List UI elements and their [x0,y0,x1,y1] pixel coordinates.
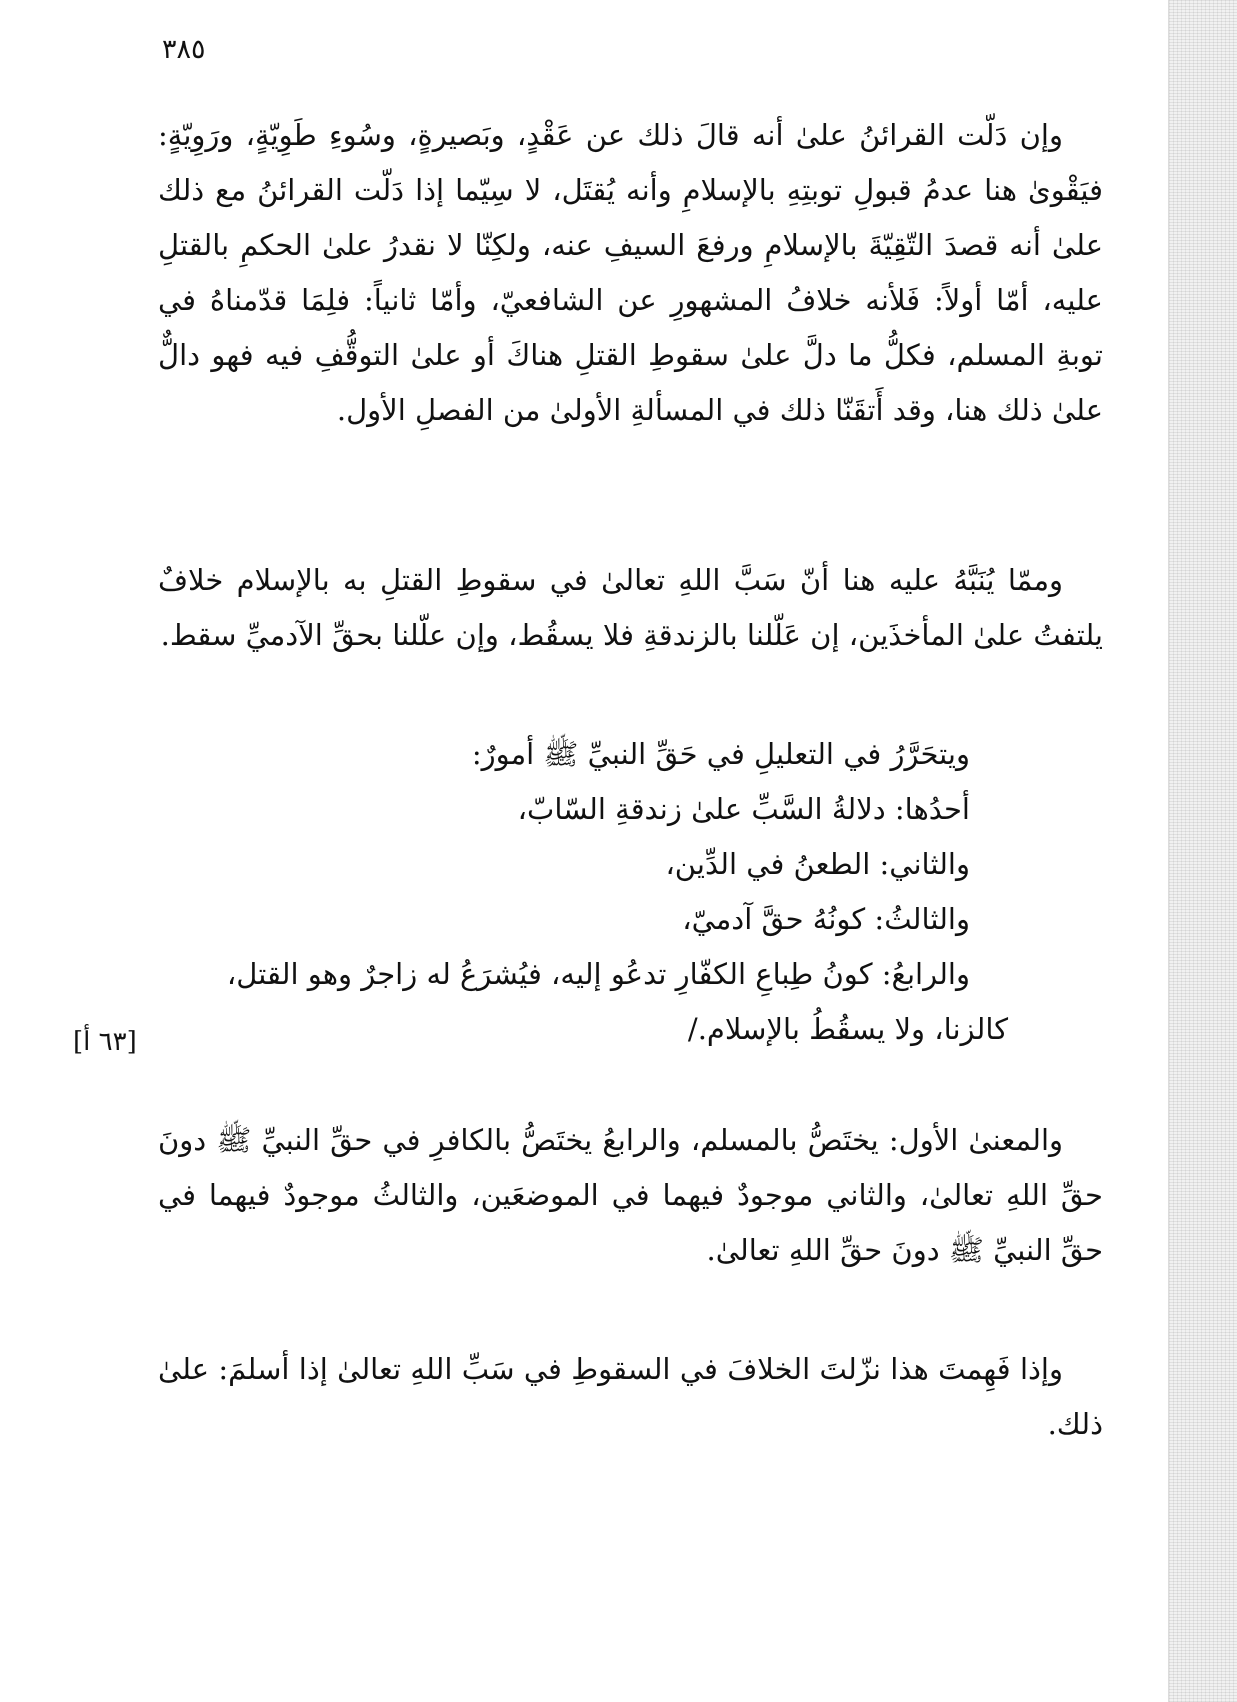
paragraph-2-text: وممّا يُنَبَّهُ عليه هنا أنّ سَبَّ اللهِ تعالىٰ في سقوطِ القتلِ به بالإسلام خلافٌ يلتفتُ علىٰ المأخذَين، إن عَلّلنا بالزندقةِ فلا يسقُط، وإن علّلنا بحقِّ الآدميِّ سقط. [158,563,1103,652]
list-intro: ويتحَرَّرُ في التعليلِ في حَقِّ النبيِّ ﷺ أمورٌ: [471,737,970,771]
list-item-1: أحدُها: دلالةُ السَّبِّ علىٰ زندقةِ السّابّ، [517,792,970,826]
page-number: ٣٨٥ [162,34,206,65]
list-item-2: والثاني: الطعنُ في الدِّين، [665,847,970,881]
list-item-4: والرابعُ: كونُ طِباعِ الكفّارِ تدعُو إليه، فيُشرَعُ له زاجرٌ وهو القتل، كالزنا، ولا يسقُطُ بالإسلام./ [226,957,1008,1046]
reasons-list [158,727,1048,1057]
scan-edge-shading [1168,0,1237,1702]
paragraph-4-text: وإذا فَهِمتَ هذا نزّلتَ الخلافَ في السقوطِ في سَبِّ اللهِ تعالىٰ إذا أسلمَ: علىٰ ذلك. [158,1352,1103,1441]
list-item-3: والثالثُ: كونُهُ حقَّ آدميّ، [682,902,970,936]
paragraph-3 [158,1113,1103,1278]
paragraph-1 [158,108,1103,438]
paragraph-4 [158,1342,1103,1452]
paragraph-3-text: والمعنىٰ الأول: يختَصُّ بالمسلم، والرابعُ يختَصُّ بالكافرِ في حقِّ النبيِّ ﷺ دونَ حقِّ اللهِ تعالىٰ، والثاني موجودٌ فيهما في الموضعَين، والثالثُ موجودٌ فيهما في حقِّ النبيِّ ﷺ دونَ حقِّ اللهِ تعالىٰ. [158,1123,1103,1267]
paragraph-2 [158,553,1103,663]
manuscript-folio-note: [٦٣ أ] [73,1027,137,1057]
paragraph-1-text: وإن دَلّت القرائنُ علىٰ أنه قالَ ذلك عن عَقْدٍ، وبَصيرةٍ، وسُوءِ طَوِيّةٍ، ورَوِيّةٍ: فيَقْوىٰ هنا عدمُ قبولِ توبتِهِ بالإسلامِ وأنه يُقتَل، لا سِيّما إذا دَلّت القرائنُ مع ذلك علىٰ أنه قصدَ التّقِيّةَ بالإسلامِ ورفعَ السيفِ عنه، ولكِنّا لا نقدرُ علىٰ الحكمِ بالقتلِ عليه، أمّا أولاً: فَلأنه خلافُ المشهورِ عن الشافعيّ، وأمّا ثانياً: فلِمَا قدّمناهُ في توبةِ المسلم، فكلُّ ما دلَّ علىٰ سقوطِ القتلِ هناكَ أو علىٰ التوقُّفِ فيه فهو دالٌّ علىٰ ذلك هنا، وقد أَتقَنّا ذلك في المسألةِ الأولىٰ من الفصلِ الأول. [158,118,1103,427]
